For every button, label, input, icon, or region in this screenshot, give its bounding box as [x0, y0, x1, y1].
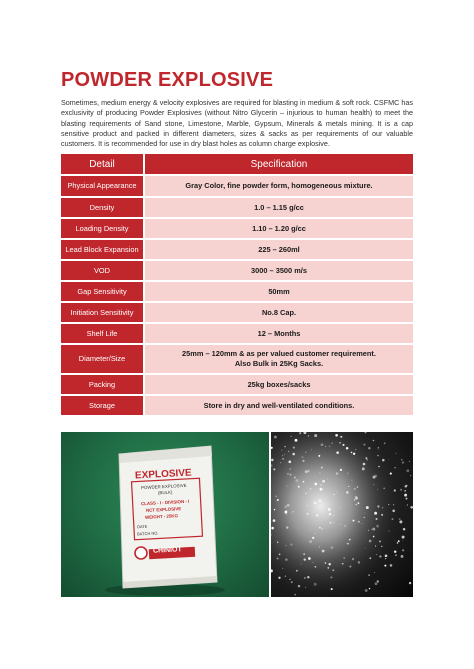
powder-grain: [286, 526, 288, 528]
powder-grain: [275, 496, 276, 497]
powder-grain: [373, 440, 375, 442]
bag-label-explosive: EXPLOSIVE: [134, 467, 192, 482]
powder-grain: [280, 462, 281, 463]
powder-grain: [287, 473, 289, 475]
table-row: [61, 344, 413, 374]
powder-grain: [291, 436, 292, 437]
powder-grain: [295, 439, 298, 442]
powder-grain: [305, 451, 307, 453]
powder-grain: [319, 527, 321, 529]
bag-label-date: DATE: [136, 523, 148, 530]
powder-grain: [351, 452, 353, 454]
powder-grain: [381, 546, 382, 547]
powder-grain: [362, 467, 365, 470]
powder-grain: [389, 531, 390, 532]
powder-grain: [321, 443, 324, 446]
powder-grain: [378, 449, 379, 450]
powder-grain: [308, 557, 311, 560]
powder-grain: [332, 569, 334, 571]
powder-grain: [406, 469, 409, 472]
powder-grain: [314, 502, 317, 505]
row-spec: 3000 – 3500 m/s: [144, 260, 413, 281]
powder-grain: [393, 504, 394, 505]
row-spec: 50mm: [144, 281, 413, 302]
powder-grain: [285, 511, 288, 514]
powder-grain: [369, 557, 371, 559]
powder-grain: [399, 520, 402, 523]
powder-grain: [397, 542, 399, 544]
powder-grain: [333, 494, 334, 495]
row-detail: Shelf Life: [61, 323, 144, 344]
powder-grain: [322, 550, 325, 553]
powder-grain: [342, 563, 344, 565]
row-detail: Density: [61, 197, 144, 218]
page-title: POWDER EXPLOSIVE: [61, 69, 274, 91]
powder-grain: [396, 453, 397, 454]
powder-grain: [277, 558, 279, 560]
powder-grain: [331, 588, 333, 590]
powder-grain: [373, 484, 374, 485]
powder-grain: [401, 459, 402, 460]
powder-grain: [286, 486, 287, 487]
powder-grain: [410, 475, 411, 476]
powder-grain: [388, 504, 389, 505]
powder-grain: [372, 528, 375, 531]
powder-grain: [346, 447, 349, 450]
powder-grain: [404, 494, 407, 497]
powder-grain: [319, 546, 320, 547]
powder-grain: [394, 540, 395, 541]
powder-grain: [384, 565, 386, 567]
powder-grain: [307, 576, 309, 578]
powder-grain: [409, 582, 411, 584]
powder-grain: [314, 583, 317, 586]
row-spec: 25kg boxes/sacks: [144, 374, 413, 395]
powder-grain: [394, 551, 396, 553]
powder-grain: [376, 525, 379, 528]
powder-grain: [405, 485, 407, 487]
powder-grain: [278, 577, 280, 579]
row-detail: Packing: [61, 374, 144, 395]
powder-grain: [330, 576, 332, 578]
powder-grain: [314, 566, 316, 568]
powder-grain: [327, 478, 328, 479]
powder-grain: [329, 522, 331, 524]
powder-grain: [285, 558, 288, 561]
powder-grain: [365, 589, 368, 592]
powder-grain: [331, 546, 333, 548]
powder-grain: [302, 456, 304, 458]
powder-grain: [289, 468, 291, 470]
powder-grain: [403, 528, 405, 530]
powder-grain: [292, 511, 293, 512]
powder-grain: [329, 513, 331, 515]
powder-grain: [395, 555, 396, 556]
powder-grain: [284, 446, 285, 447]
powder-grain: [282, 455, 283, 456]
powder-grain: [282, 458, 284, 460]
powder-grain: [284, 506, 286, 508]
powder-grain: [274, 509, 275, 510]
powder-grain: [337, 492, 338, 493]
powder-grain: [364, 513, 365, 514]
powder-grain: [318, 455, 320, 457]
bag-brand-logo: CHINIOT: [152, 546, 182, 555]
powder-grain: [349, 565, 351, 567]
powder-grain: [296, 571, 297, 572]
powder-grain: [312, 562, 313, 563]
powder-grain: [314, 434, 317, 437]
powder-grain: [401, 555, 404, 558]
powder-grain: [354, 488, 356, 490]
powder-grain: [374, 512, 377, 515]
powder-grain: [301, 563, 302, 564]
powder-grain: [299, 432, 301, 434]
powder-grain: [371, 529, 372, 530]
powder-grain: [285, 545, 286, 546]
bag-label-weight: WEIGHT - 25KG: [144, 513, 179, 520]
powder-grain: [321, 467, 323, 469]
powder-grain: [302, 496, 303, 497]
table-row: [61, 302, 413, 323]
row-spec: Store in dry and well-ventilated conditions.: [144, 395, 413, 416]
powder-grain: [353, 453, 355, 455]
row-detail: Gap Sensitivity: [61, 281, 144, 302]
powder-grain: [287, 504, 290, 507]
powder-grain: [321, 528, 323, 530]
powder-grain: [390, 473, 392, 475]
powder-grain: [398, 540, 400, 542]
powder-grain: [352, 558, 354, 560]
powder-grain: [400, 489, 402, 491]
row-spec-line-1: 25mm – 120mm & as per valued customer requirement.: [182, 349, 376, 358]
powder-grain: [377, 580, 379, 582]
bag-label-class: CLASS - I - DIVISION - I: [140, 498, 190, 507]
powder-grain: [347, 543, 349, 545]
powder-grain: [388, 459, 389, 460]
powder-grain: [295, 479, 298, 482]
powder-grain: [298, 483, 299, 484]
powder-grain: [402, 540, 403, 541]
powder-grain: [375, 582, 378, 585]
powder-grain: [293, 447, 295, 449]
powder-grain: [368, 530, 369, 531]
powder-grain: [319, 499, 322, 502]
powder-grain: [325, 562, 326, 563]
powder-grain: [314, 483, 317, 486]
powder-grain: [309, 529, 310, 530]
table-header-row: [61, 154, 413, 175]
powder-grain: [289, 461, 292, 464]
powder-grain: [382, 459, 385, 462]
powder-grain: [365, 548, 366, 549]
powder-grain: [344, 525, 345, 526]
powder-grain: [340, 507, 341, 508]
powder-grain: [373, 476, 376, 479]
powder-grain: [302, 460, 304, 462]
powder-grain: [328, 508, 331, 511]
powder-grain: [392, 518, 394, 520]
powder-grain: [407, 504, 408, 505]
row-detail: Storage: [61, 395, 144, 416]
powder-grain: [374, 572, 375, 573]
powder-grain: [358, 521, 360, 523]
table-row: [61, 239, 413, 260]
powder-grain: [340, 524, 341, 525]
bag-label-bulk: (BULK): [157, 489, 173, 496]
powder-grain: [328, 563, 330, 565]
powder-grain: [406, 498, 408, 500]
powder-grain: [312, 537, 314, 539]
powder-grain: [342, 444, 344, 446]
header-detail: Detail: [61, 154, 144, 175]
table-row: [61, 323, 413, 344]
powder-grain: [355, 496, 358, 499]
powder-grain: [333, 522, 334, 523]
powder-grain: [307, 505, 308, 506]
powder-grain: [273, 468, 275, 470]
powder-grain: [298, 585, 300, 587]
powder-grain: [289, 579, 290, 580]
powder-grain: [377, 455, 378, 456]
powder-grain: [369, 540, 372, 543]
powder-texture: [271, 432, 413, 597]
table-row: [61, 260, 413, 281]
powder-grain: [404, 490, 406, 492]
powder-grain: [381, 514, 383, 516]
powder-grain: [365, 457, 367, 459]
row-spec: Gray Color, fine powder form, homogeneous mixture.: [144, 175, 413, 197]
powder-grain: [376, 518, 378, 520]
powder-grain: [327, 515, 329, 517]
bag-label-powder: POWDER EXPLOSIVE: [140, 482, 187, 491]
powder-grain: [282, 568, 283, 569]
powder-grain: [392, 510, 395, 513]
powder-grain: [271, 459, 274, 462]
powder-grain: [281, 450, 282, 451]
powder-grain: [327, 567, 329, 569]
powder-grain: [304, 577, 306, 579]
powder-grain: [294, 594, 296, 596]
powder-grain: [346, 491, 349, 494]
powder-grain: [395, 467, 396, 468]
powder-grain: [355, 449, 356, 450]
powder-grain: [357, 486, 359, 488]
table-row: [61, 197, 413, 218]
powder-grain: [310, 488, 311, 489]
powder-grain: [385, 554, 388, 557]
powder-grain: [379, 540, 381, 542]
powder-grain: [321, 484, 322, 485]
powder-grain: [358, 561, 360, 563]
row-spec: 12 – Months: [144, 323, 413, 344]
row-detail: Initiation Sensitivity: [61, 302, 144, 323]
powder-grain: [385, 558, 386, 559]
row-spec: 1.0 – 1.15 g/cc: [144, 197, 413, 218]
powder-grain: [364, 517, 365, 518]
powder-grain: [377, 489, 378, 490]
powder-grain: [311, 449, 312, 450]
powder-grain: [340, 436, 342, 438]
powder-grain: [340, 469, 342, 471]
powder-grain: [320, 488, 323, 491]
powder-grain: [288, 451, 289, 452]
powder-grain: [298, 486, 300, 488]
powder-grain: [351, 480, 352, 481]
powder-grain: [305, 587, 306, 588]
table-row: [61, 395, 413, 416]
powder-grain: [309, 540, 312, 543]
powder-grain: [363, 463, 366, 466]
powder-grain: [329, 446, 330, 447]
row-detail: Lead Block Expansion: [61, 239, 144, 260]
powder-grain: [316, 514, 318, 516]
powder-grain: [368, 447, 370, 449]
header-specification: Specification: [144, 154, 413, 175]
powder-grain: [363, 444, 365, 446]
powder-grain: [378, 447, 380, 449]
powder-grain: [325, 446, 326, 447]
powder-grain: [291, 513, 292, 514]
powder-grain: [353, 520, 355, 522]
powder-grain: [357, 502, 359, 504]
table-row: [61, 175, 413, 197]
powder-grain: [289, 473, 291, 475]
bag-label-nct: NCT EXPLOSIVE: [145, 506, 182, 513]
powder-grain: [402, 461, 404, 463]
powder-grain: [354, 499, 355, 500]
powder-grain: [271, 527, 274, 530]
powder-grain: [369, 588, 370, 589]
powder-grain: [409, 461, 410, 462]
powder-grain: [336, 451, 339, 454]
powder-grain: [308, 435, 309, 436]
powder-grain: [394, 489, 396, 491]
product-bag-photo: [61, 432, 269, 597]
powder-grain: [373, 536, 375, 538]
specification-table: [61, 154, 413, 417]
powder-grain: [332, 443, 333, 444]
powder-grain: [319, 472, 320, 473]
powder-grain: [347, 473, 348, 474]
powder-grain: [383, 487, 385, 489]
table-row: [61, 218, 413, 239]
powder-grain: [361, 523, 362, 524]
powder-grain: [366, 459, 367, 460]
powder-grain: [291, 581, 293, 583]
powder-grain: [382, 507, 383, 508]
powder-grain: [390, 564, 393, 567]
powder-grain: [315, 533, 316, 534]
powder-grain: [307, 470, 309, 472]
powder-grain: [366, 506, 369, 509]
bag-label-batch: BATCH NO.: [136, 530, 159, 537]
powder-grain: [307, 513, 309, 515]
powder-grain: [333, 515, 334, 516]
powder-grain: [277, 542, 278, 543]
powder-grain: [375, 546, 376, 547]
row-spec: 1.10 – 1.20 g/cc: [144, 218, 413, 239]
powder-grain: [384, 442, 386, 444]
powder-grain: [305, 493, 306, 494]
powder-grain: [303, 481, 305, 483]
powder-grain: [304, 558, 306, 560]
powder-grain: [379, 555, 381, 557]
row-detail: Diameter/Size: [61, 344, 144, 374]
powder-grain: [279, 554, 281, 556]
row-detail: Physical Appearance: [61, 175, 144, 197]
row-spec: 225 – 260ml: [144, 239, 413, 260]
row-spec: No.8 Cap.: [144, 302, 413, 323]
powder-grain: [378, 466, 380, 468]
powder-grain: [336, 472, 339, 475]
powder-grain: [410, 506, 413, 509]
powder-grain: [290, 543, 292, 545]
row-spec-line-2: Also Bulk in 25Kg Sacks.: [234, 359, 324, 368]
intro-paragraph: Sometimes, medium energy & velocity explosives are required for blasting in medium & soft rock. CSFMC has exclusivity of producing Powder Explosives (without Nitro Glycerin – injurious to human health) to meet the blasting requirements of Sand stone, Limestone, Marble, Gypsum, Minerals & metals mining. It is a cap sensitive product and packed in different diameters, sizes & sacks as per requirements of our valuable customers. It is recommended for use in dry blast holes as column charge explosive.: [61, 98, 413, 149]
powder-grain: [294, 477, 296, 479]
powder-grain: [303, 553, 304, 554]
powder-grain: [273, 519, 276, 522]
row-detail: Loading Density: [61, 218, 144, 239]
row-spec: [144, 344, 413, 374]
powder-grain: [402, 536, 405, 539]
powder-grain: [343, 557, 345, 559]
powder-grain: [285, 576, 286, 577]
powder-grain: [376, 554, 377, 555]
powder-grain: [335, 434, 338, 437]
powder-grain: [277, 499, 279, 501]
row-detail: VOD: [61, 260, 144, 281]
powder-grain: [322, 480, 325, 483]
table-row: [61, 281, 413, 302]
powder-grain: [349, 539, 351, 541]
powder-grain: [399, 518, 401, 520]
powder-grain: [274, 436, 277, 439]
powder-grain: [339, 442, 340, 443]
powder-grain: [306, 471, 307, 472]
powder-closeup-photo: [271, 432, 413, 597]
table-row: [61, 374, 413, 395]
powder-grain: [402, 549, 404, 551]
powder-grain: [355, 504, 357, 506]
powder-grain: [292, 453, 295, 456]
powder-grain: [368, 574, 370, 576]
powder-grain: [377, 505, 379, 507]
powder-grain: [284, 454, 285, 455]
powder-grain: [348, 486, 349, 487]
